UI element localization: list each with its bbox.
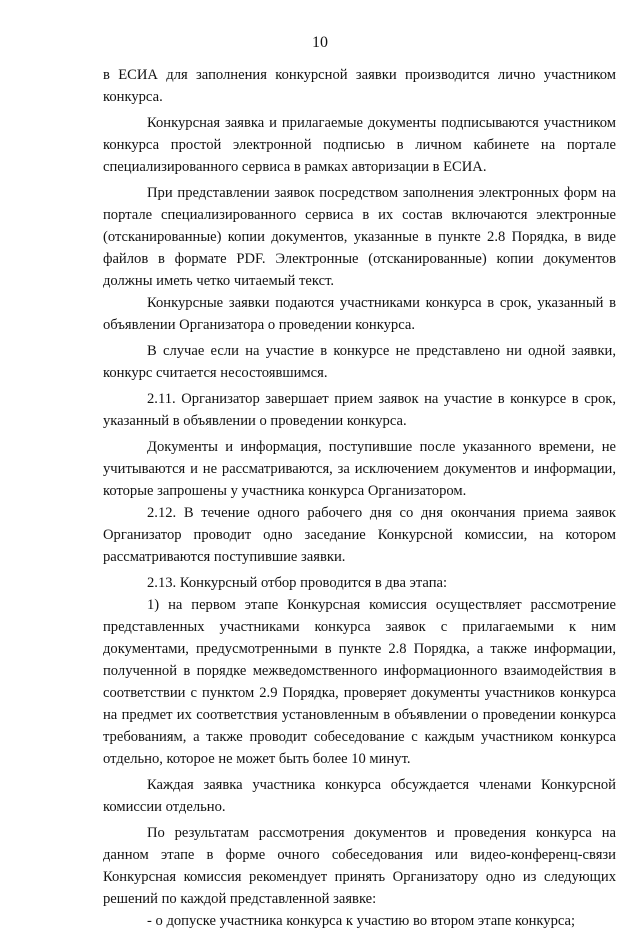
document-body: [103, 64, 616, 932]
paragraph-2-12: 2.12. В течение одного рабочего дня со дня окончания приема заявок Организатор проводит одно заседание Конкурсной комиссии, на котором рассматриваются поступившие заявки.: [103, 505, 616, 565]
paragraph-2-11: 2.11. Организатор завершает прием заявок на участие в конкурсе в срок, указанный в объявлении о проведении конкурса.: [103, 391, 616, 429]
paragraph-signature: Конкурсная заявка и прилагаемые документы подписываются участником конкурса простой электронной подписью в личном кабинете на портале специализированного сервиса в рамках авторизации в ЕСИА.: [103, 115, 616, 175]
page-number: 10: [312, 34, 328, 51]
paragraph-results: По результатам рассмотрения документов и проведения конкурса на данном этапе в форме очного собеседования или видео-конференц-связи Конкурсная комиссия рекомендует принять Организатору одно из следующих решений по каждой представленной заявке:: [103, 825, 616, 907]
paragraph-submission-deadline: Конкурсные заявки подаются участниками конкурса в срок, указанный в объявлении Организатора о проведении конкурса.: [103, 295, 616, 333]
paragraph-esia-continuation: в ЕСИА для заполнения конкурсной заявки производится лично участником конкурса.: [103, 67, 616, 105]
paragraph-stage-one: 1) на первом этапе Конкурсная комиссия осуществляет рассмотрение представленных участниками конкурса заявок с прилагаемыми к ним документами, предусмотренными в пункте 2.8 Порядка, а также информации, полученной в порядке межведомственного информационного взаимодействия в соответствии с пунктом 2.9 Порядка, проверяет документы участников конкурса на предмет их соответствия установленным в объявлении о проведении конкурса требованиям, а также проводит собеседование с каждым участником конкурса отдельно, которое не может быть более 10 минут.: [103, 597, 616, 767]
paragraph-no-applications: В случае если на участие в конкурсе не представлено ни одной заявки, конкурс считается несостоявшимся.: [103, 343, 616, 381]
paragraph-2-13: 2.13. Конкурсный отбор проводится в два этапа:: [147, 575, 448, 591]
paragraph-late-documents: Документы и информация, поступившие после указанного времени, не учитываются и не рассматриваются, за исключением документов и информации, которые запрошены у участника конкурса Организатором.: [103, 439, 616, 499]
paragraph-each-application: Каждая заявка участника конкурса обсуждается членами Конкурсной комиссии отдельно.: [103, 777, 616, 815]
list-item-admission: - о допуске участника конкурса к участию во втором этапе конкурса;: [147, 913, 576, 929]
paragraph-electronic-forms: При представлении заявок посредством заполнения электронных форм на портале специализированного сервиса в их состав включаются электронные (отсканированные) копии документов, указанные в пункте 2.8 Порядка, в виде файлов в формате PDF. Электронные (отсканированные) копии документов должны иметь четко читаемый текст.: [103, 185, 616, 289]
